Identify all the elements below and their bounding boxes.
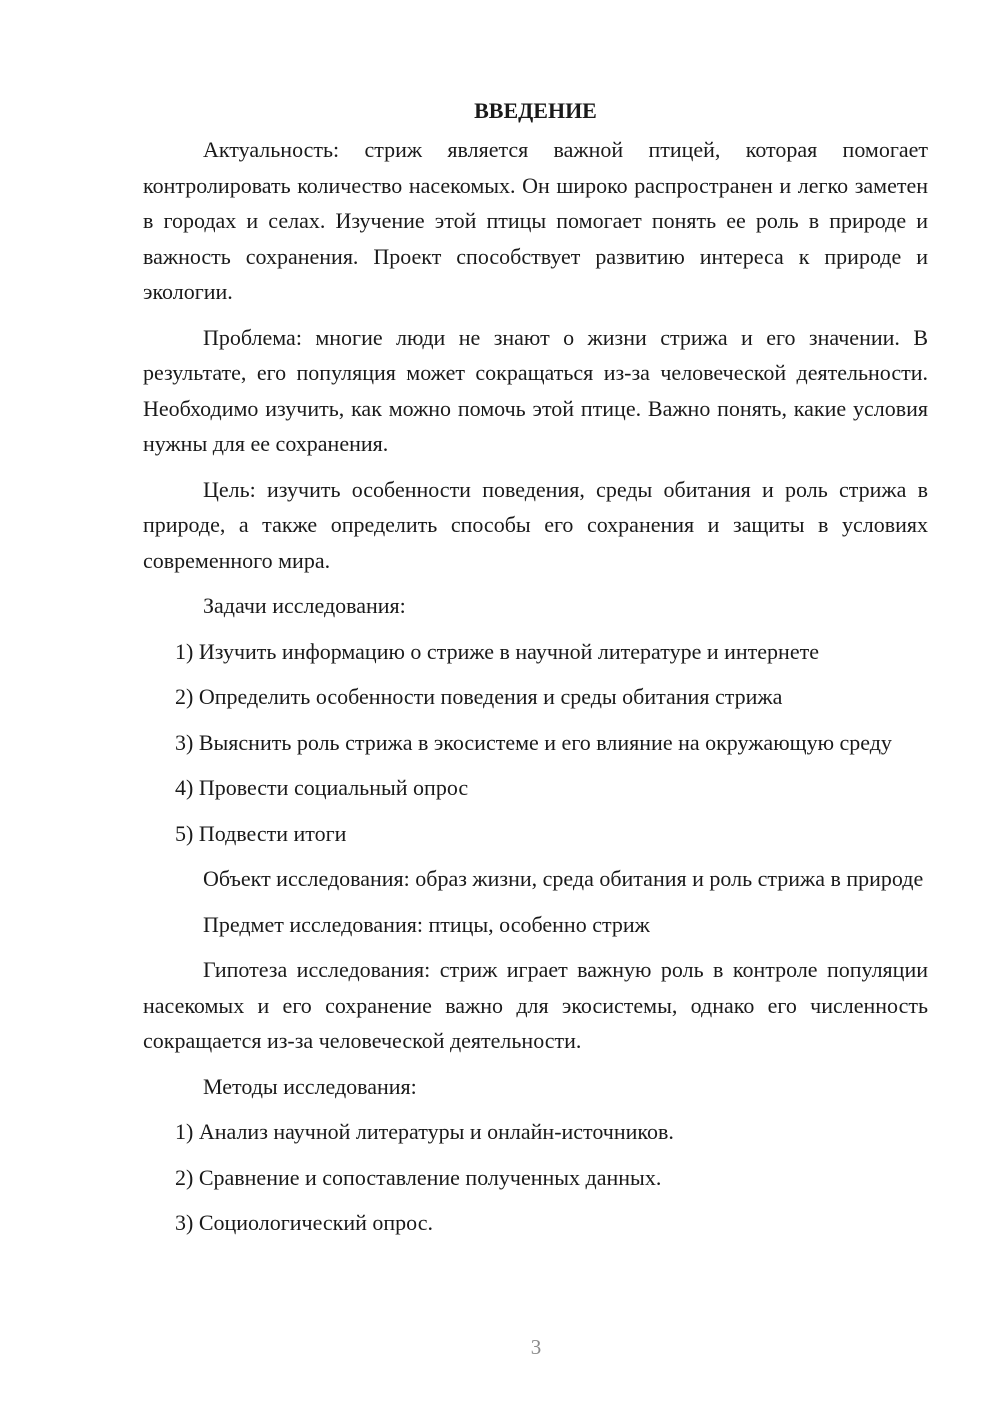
task-item-1: 1) Изучить информацию о стриже в научной литературе и интернете <box>175 638 819 664</box>
method-item-1: 1) Анализ научной литературы и онлайн-источников. <box>175 1119 674 1144</box>
method-item-2: 2) Сравнение и сопоставление полученных данных. <box>175 1164 662 1190</box>
relevance-paragraph: Актуальность: стриж является важной птицей, которая помогает контролировать количество насекомых. Он широко распространен и легко заметен в городах и селах. Изучение этой птицы помогает понять ее роль в природе и важность сохранения. Проект способствует развитию интереса к природе и экологии. <box>143 137 928 304</box>
page-title: ВВЕДЕНИЕ <box>474 98 597 123</box>
task-item-2: 2) Определить особенности поведения и среды обитания стрижа <box>175 684 783 709</box>
task-item-4: 4) Провести социальный опрос <box>175 775 469 800</box>
hypothesis-paragraph: Гипотеза исследования: стриж играет важную роль в контроле популяции насекомых и его сохранение важно для экосистемы, однако его численность сокращается из-за человеческой деятельности. <box>143 957 928 1053</box>
task-item-3: 3) Выяснить роль стрижа в экосистеме и его влияние на окружающую среду <box>175 729 892 755</box>
page-number: 3 <box>530 1335 542 1359</box>
task-item-5: 5) Подвести итоги <box>175 820 347 846</box>
tasks-heading: Задачи исследования: <box>203 593 406 618</box>
tasks-list <box>143 634 928 852</box>
page-content <box>143 96 928 1251</box>
method-item-3: 3) Социологический опрос. <box>175 1210 433 1235</box>
object-paragraph: Объект исследования: образ жизни, среда обитания и роль стрижа в природе <box>203 866 924 891</box>
methods-list <box>143 1114 928 1241</box>
goal-paragraph: Цель: изучить особенности поведения, среды обитания и роль стрижа в природе, а также определить способы его сохранения и защиты в условиях современного мира. <box>143 476 928 573</box>
problem-paragraph: Проблема: многие люди не знают о жизни стрижа и его значении. В результате, его популяция может сокращаться из-за человеческой деятельности. Необходимо изучить, как можно помочь этой птице. Важно понять, какие условия нужны для ее сохранения. <box>143 324 928 456</box>
subject-paragraph: Предмет исследования: птицы, особенно стриж <box>203 911 650 937</box>
methods-heading: Методы исследования: <box>203 1073 417 1099</box>
